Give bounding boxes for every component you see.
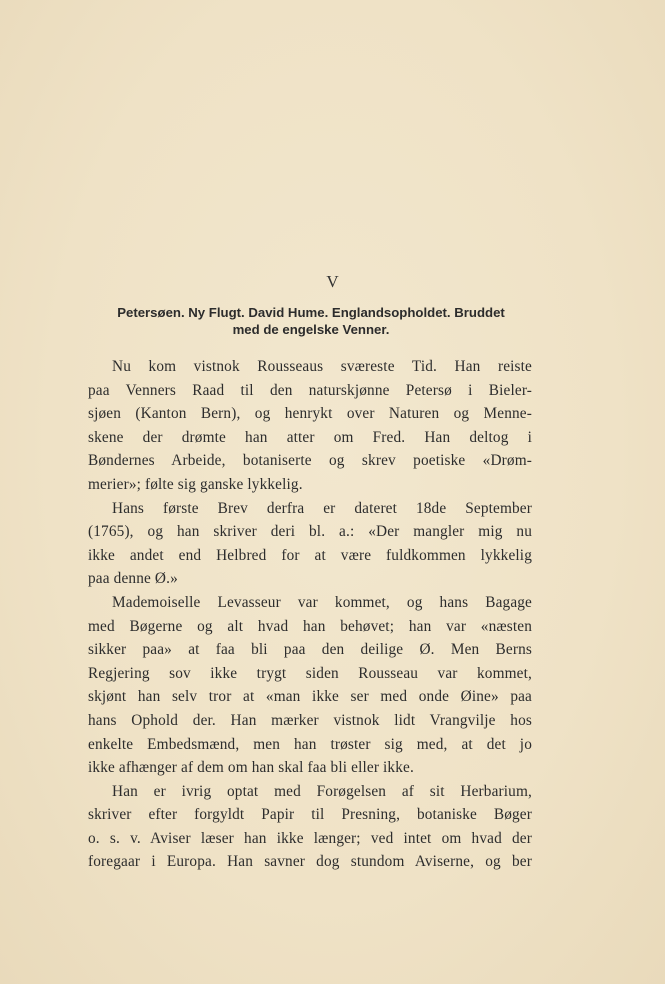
text-line: sikker paa» at faa bli paa den deilige Ø. Men Berns: [88, 641, 532, 659]
text-line: ikke afhænger af dem om han skal faa bli eller ikke.: [88, 759, 414, 777]
text-line: enkelte Embedsmænd, men han trøster sig med, at det jo: [88, 735, 532, 753]
chapter-heading-line-1: Petersøen. Ny Flugt. David Hume. Englandsopholdet. Bruddet: [117, 305, 505, 320]
text-line: paa Venners Raad til den naturskjønne Petersø i Bieler-: [88, 381, 532, 399]
text-line: Han er ivrig optat med Forøgelsen af sit Herbarium,: [112, 782, 532, 800]
text-line: Regjering sov ikke trygt siden Rousseau var kommet,: [88, 664, 532, 682]
text-line: foregaar i Europa. Han savner dog stundom Aviserne, og ber: [88, 853, 532, 871]
chapter-heading: [88, 304, 534, 338]
text-line: Hans første Brev derfra er dateret 18de September: [112, 499, 532, 517]
text-line: skriver efter forgyldt Papir til Presning, botaniske Bøger: [88, 806, 532, 824]
text-line: skjønt han selv tror at «man ikke ser med onde Øine» paa: [88, 688, 532, 706]
chapter-number: V: [326, 272, 339, 291]
text-line: med Bøgerne og alt hvad han behøvet; han var «næsten: [88, 617, 532, 635]
text-line: sjøen (Kanton Bern), og henrykt over Naturen og Menne-: [88, 405, 532, 423]
text-line: (1765), og han skriver deri bl. a.: «Der mangler mig nu: [88, 523, 532, 541]
text-line: paa denne Ø.»: [88, 570, 178, 588]
chapter-heading-line-2: med de engelske Venner.: [232, 322, 390, 337]
text-line: hans Ophold der. Han mærker vistnok lidt Vrangvilje hos: [88, 711, 532, 729]
text-line: Bøndernes Arbeide, botaniserte og skrev poetiske «Drøm-: [88, 452, 532, 470]
body-text: [88, 355, 532, 874]
text-line: Mademoiselle Levasseur var kommet, og hans Bagage: [112, 593, 532, 611]
text-line: merier»; følte sig ganske lykkelig.: [88, 475, 303, 493]
text-line: Nu kom vistnok Rousseaus sværeste Tid. Han reiste: [112, 358, 532, 375]
text-line: ikke andet end Helbred for at være fuldkommen lykkelig: [88, 546, 532, 564]
text-line: o. s. v. Aviser læser han ikke længer; ved intet om hvad der: [88, 829, 532, 847]
text-line: skene der drømte han atter om Fred. Han deltog i: [88, 428, 532, 446]
